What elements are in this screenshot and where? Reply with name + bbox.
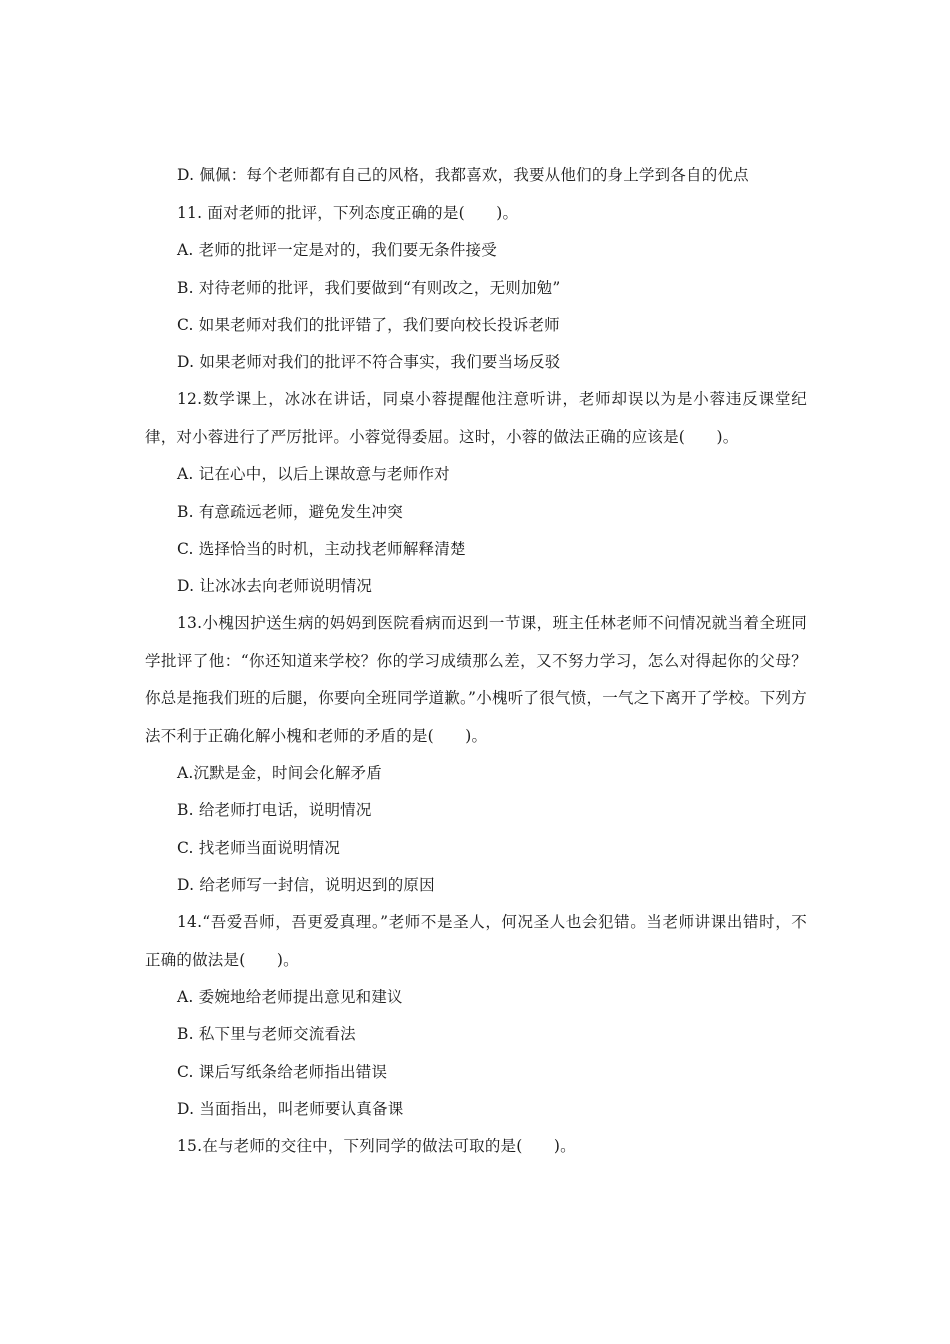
question-14: 14.“吾爱吾师，吾更爱真理。”老师不是圣人，何况圣人也会犯错。当老师讲课出错时，不正确的做法是( )。	[145, 913, 807, 969]
question-12: 12.数学课上，冰冰在讲话，同桌小蓉提醒他注意听讲，老师却误以为是小蓉违反课堂纪律，对小蓉进行了严厉批评。小蓉觉得委屈。这时，小蓉的做法正确的应该是( )。	[145, 390, 807, 446]
q12-option-a: A. 记在心中，以后上课故意与老师作对	[177, 465, 450, 483]
question-13: 13.小槐因护送生病的妈妈到医院看病而迟到一节课，班主任林老师不问情况就当着全班同学批评了他：“你还知道来学校？你的学习成绩那么差，又不努力学习，怎么对得起你的父母？你总是拖我们班的后腿，你要向全班同学道歉。”小槐听了很气愤，一气之下离开了学校。下列方法不利于正确化解小槐和老师的矛盾的是( )。	[145, 614, 807, 745]
q14-option-b: B. 私下里与老师交流看法	[177, 1025, 356, 1043]
q11-option-c: C. 如果老师对我们的批评错了，我们要向校长投诉老师	[177, 316, 560, 334]
q13-option-d: D. 给老师写一封信，说明迟到的原因	[177, 876, 435, 894]
q13-option-a: A.沉默是金，时间会化解矛盾	[177, 764, 382, 782]
q12-option-d: D. 让冰冰去向老师说明情况	[177, 577, 373, 595]
q10-option-d: D. 佩佩：每个老师都有自己的风格，我都喜欢，我要从他们的身上学到各自的优点	[177, 166, 749, 184]
q11-option-a: A. 老师的批评一定是对的，我们要无条件接受	[177, 241, 497, 259]
q13-option-b: B. 给老师打电话，说明情况	[177, 801, 372, 819]
q11-option-b: B. 对待老师的批评，我们要做到“有则改之，无则加勉”	[177, 279, 561, 297]
question-15: 15.在与老师的交往中，下列同学的做法可取的是( )。	[177, 1137, 576, 1155]
question-11: 11. 面对老师的批评，下列态度正确的是( )。	[177, 204, 519, 222]
q13-option-c: C. 找老师当面说明情况	[177, 839, 341, 857]
q11-option-d: D. 如果老师对我们的批评不符合事实，我们要当场反驳	[177, 353, 561, 371]
q12-option-c: C. 选择恰当的时机，主动找老师解释清楚	[177, 540, 466, 558]
q12-option-b: B. 有意疏远老师，避免发生冲突	[177, 503, 403, 521]
q14-option-d: D. 当面指出，叫老师要认真备课	[177, 1100, 404, 1118]
q14-option-a: A. 委婉地给老师提出意见和建议	[177, 988, 403, 1006]
q14-option-c: C. 课后写纸条给老师指出错误	[177, 1063, 388, 1081]
